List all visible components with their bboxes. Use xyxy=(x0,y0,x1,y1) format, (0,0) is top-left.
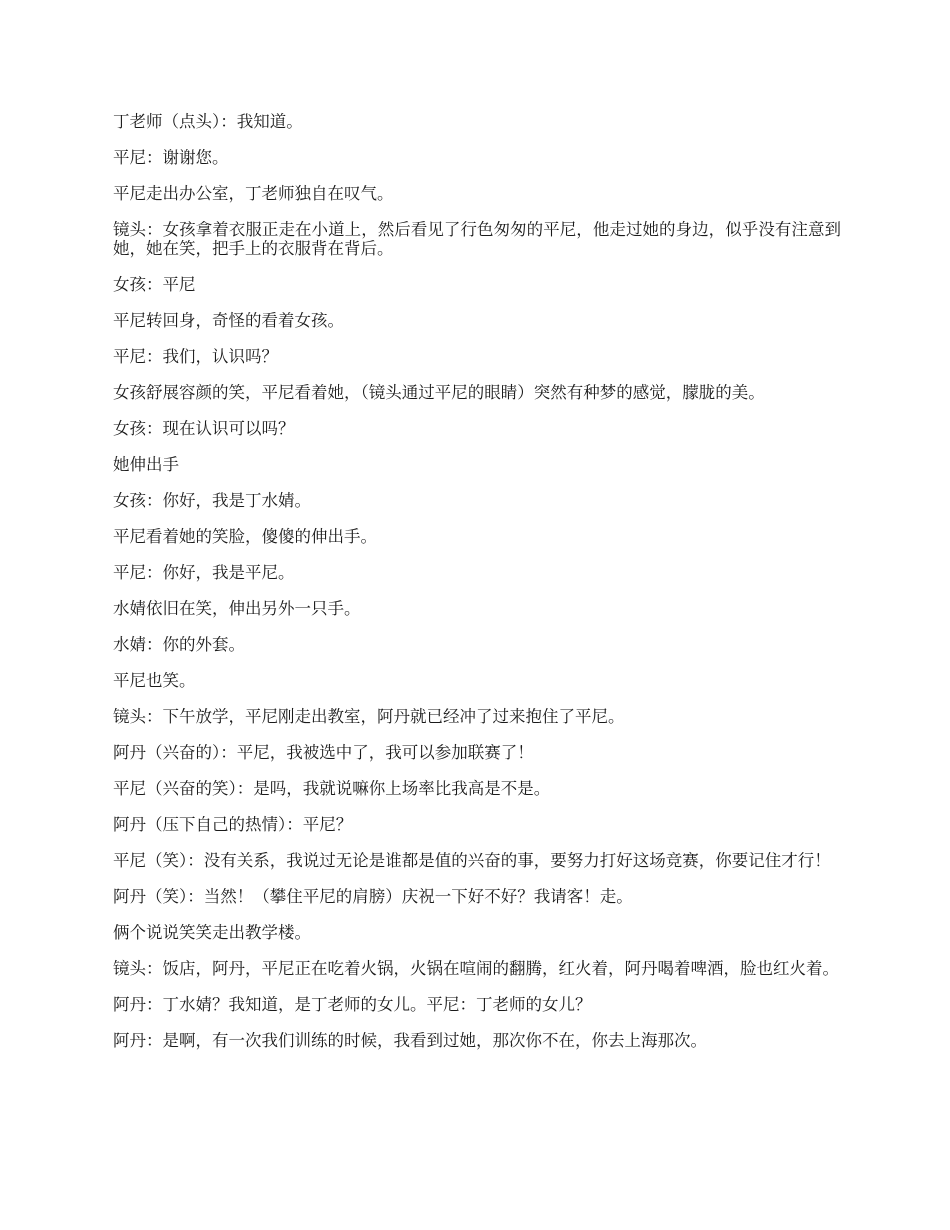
paragraph: 阿丹：丁水婧？我知道，是丁老师的女儿。平尼：丁老师的女儿？ xyxy=(113,995,592,1014)
paragraph: 她伸出手 xyxy=(113,455,179,474)
paragraph: 平尼也笑。 xyxy=(113,671,196,690)
paragraph: 平尼看着她的笑脸，傻傻的伸出手。 xyxy=(113,527,377,546)
document-body xyxy=(113,112,841,1067)
paragraph: 俩个说说笑笑走出教学楼。 xyxy=(113,923,311,942)
paragraph: 平尼：你好，我是平尼。 xyxy=(113,563,295,582)
paragraph: 镜头：饭店，阿丹，平尼正在吃着火锅，火锅在喧闹的翻腾，红火着，阿丹喝着啤酒，脸也红火着。 xyxy=(113,959,839,978)
paragraph: 女孩：你好，我是丁水婧。 xyxy=(113,491,311,510)
paragraph: 女孩：现在认识可以吗？ xyxy=(113,419,295,438)
paragraph: 阿丹（笑）：当然！（攀住平尼的肩膀）庆祝一下好不好？我请客！走。 xyxy=(113,887,633,906)
paragraph: 平尼走出办公室，丁老师独自在叹气。 xyxy=(113,184,394,203)
paragraph: 平尼：我们，认识吗？ xyxy=(113,347,278,366)
paragraph: 女孩：平尼 xyxy=(113,275,196,294)
paragraph: 平尼（兴奋的笑）：是吗，我就说嘛你上场率比我高是不是。 xyxy=(113,779,551,798)
paragraph: 水婧：你的外套。 xyxy=(113,635,245,654)
paragraph: 平尼：谢谢您。 xyxy=(113,148,229,167)
paragraph: 阿丹（兴奋的）：平尼，我被选中了，我可以参加联赛了！ xyxy=(113,743,534,762)
paragraph: 镜头：下午放学，平尼刚走出教室，阿丹就已经冲了过来抱住了平尼。 xyxy=(113,707,625,726)
paragraph: 丁老师（点头）：我知道。 xyxy=(113,112,303,131)
paragraph: 平尼（笑）：没有关系，我说过无论是谁都是值的兴奋的事，要努力打好这场竞赛，你要记住才行！ xyxy=(113,851,831,870)
paragraph: 平尼转回身，奇怪的看着女孩。 xyxy=(113,311,344,330)
paragraph: 阿丹：是啊，有一次我们训练的时候，我看到过她，那次你不在，你去上海那次。 xyxy=(113,1031,707,1050)
paragraph: 镜头：女孩拿着衣服正走在小道上，然后看见了行色匆匆的平尼，他走过她的身边，似乎没有注意到她，她在笑，把手上的衣服背在背后。 xyxy=(113,220,841,258)
paragraph: 女孩舒展容颜的笑，平尼看着她，（镜头通过平尼的眼睛）突然有种梦的感觉，朦胧的美。 xyxy=(113,383,765,402)
paragraph: 阿丹（压下自己的热情）：平尼？ xyxy=(113,815,353,834)
paragraph: 水婧依旧在笑，伸出另外一只手。 xyxy=(113,599,361,618)
